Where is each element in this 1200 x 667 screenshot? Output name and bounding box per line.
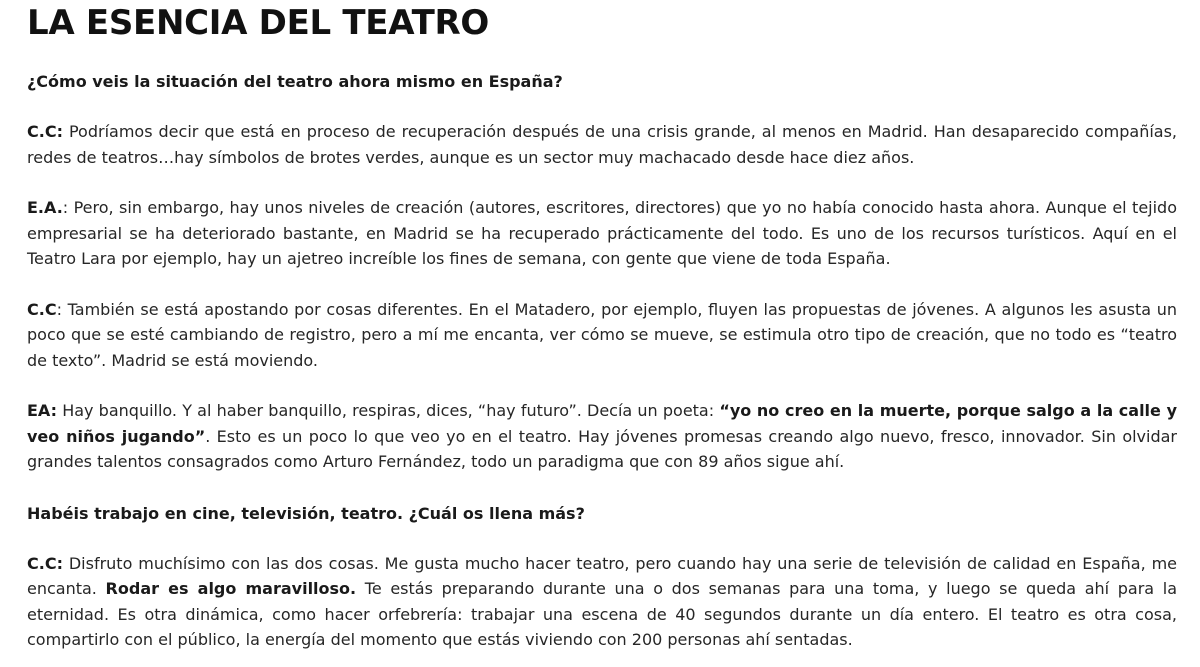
speaker-label: C.C (27, 299, 57, 319)
answer-text: Disfruto muchísimo con las dos cosas. Me gusta mucho hacer teatro, pero cuando hay una serie de televisión de calidad en España, me encanta. (27, 553, 1177, 598)
answer-paragraph-3 (27, 297, 1177, 374)
answer-paragraph-5 (27, 551, 1177, 653)
interview-question-2: Habéis trabajo en cine, televisión, teatro. ¿Cuál os llena más? (27, 503, 585, 523)
highlighted-phrase: Rodar es algo maravilloso. (105, 579, 357, 598)
speaker-label: C.C: (27, 553, 63, 573)
answer-paragraph-2 (27, 195, 1177, 272)
interview-question-1: ¿Cómo veis la situación del teatro ahora mismo en España? (27, 72, 563, 91)
answer-paragraph-1 (27, 119, 1177, 170)
answer-text: : Pero, sin embargo, hay unos niveles de creación (autores, escritores, directores) que yo no había conocido hasta ahora. Aunque el tejido empresarial se ha deteriorado bastante, en Madrid se ha recuperado prácticamente del todo. Es uno de los recursos turísticos. Aquí en el Teatro Lara por ejemplo, hay un ajetreo increíble los fines de semana, con gente que viene de toda España. (27, 198, 1177, 268)
answer-text: Te estás preparando durante una o dos semanas para una toma, y luego se queda ahí para la eternidad. Es otra dinámica, como hacer orfebrería: trabajar una escena de 40 segundos durante un día entero. El teatro es otra cosa, compartirlo con el público, la energía del momento que estás viviendo con 200 personas ahí sentadas. (27, 579, 1178, 649)
speaker-label: E.A. (27, 198, 63, 217)
answer-text: Podríamos decir que está en proceso de recuperación después de una crisis grande, al menos en Madrid. Han desaparecido compañías, redes de teatros…hay símbolos de brotes verdes, aunque es un sector muy machacado desde hace diez años. (27, 122, 1177, 167)
speaker-label: C.C: (27, 122, 63, 141)
answer-paragraph-4 (27, 398, 1177, 475)
article (27, 0, 1177, 653)
answer-text: Hay banquillo. Y al haber banquillo, respiras, dices, “hay futuro”. Decía un poeta: (57, 401, 720, 420)
article-title: LA ESENCIA DEL TEATRO (27, 3, 489, 43)
answer-text: : También se está apostando por cosas diferentes. En el Matadero, por ejemplo, fluyen las propuestas de jóvenes. A algunos les asusta un poco que se esté cambiando de registro, pero a mí me encanta, ver cómo se mueve, se estimula otro tipo de creación, que no todo es “teatro de texto”. Madrid se está moviendo. (27, 299, 1177, 370)
answer-text: . Esto es un poco lo que veo yo en el teatro. Hay jóvenes promesas creando algo nuevo, fresco, innovador. Sin olvidar grandes talentos consagrados como Arturo Fernández, todo un paradigma que con 89 años sigue ahí. (27, 426, 1178, 471)
poet-quote: “yo no creo en la muerte, porque salgo a la calle y veo niños jugando” (27, 401, 1177, 446)
speaker-label: EA: (27, 401, 58, 420)
